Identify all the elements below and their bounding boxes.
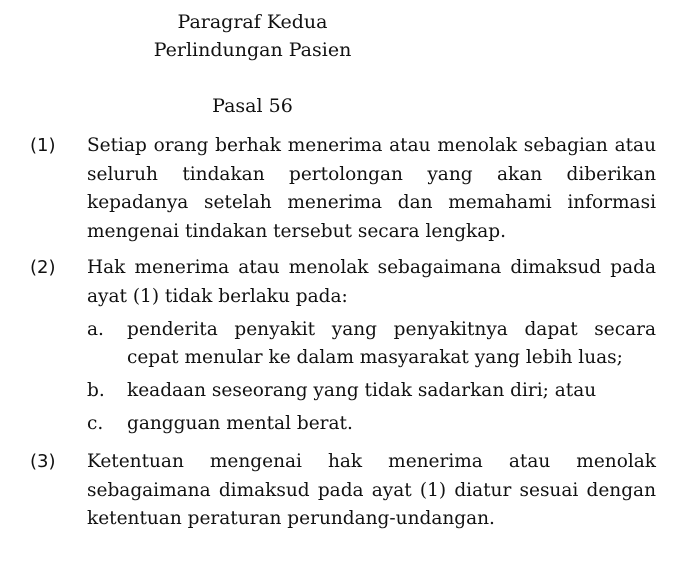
list-item-letter: c. <box>87 413 104 434</box>
list-item-text: keadaan seseorang yang tidak sadarkan diri; atau <box>127 380 597 401</box>
list-item-letter: a. <box>87 319 104 340</box>
paragraph-number: (1) <box>30 135 56 156</box>
article-heading: Pasal 56 <box>212 95 293 117</box>
list-item-letter: b. <box>87 380 105 401</box>
paragraph-text: Setiap orang berhak menerima atau menolak sebagian atau seluruh tindakan pertolongan yang akan diberikan kepadanya setelah menerima dan memahami informasi mengenai tindakan tersebut secara lengkap. <box>87 135 656 242</box>
part-subtitle: Perlindungan Pasien <box>153 39 352 61</box>
paragraph-text: Hak menerima atau menolak sebagaimana dimaksud pada ayat (1) tidak berlaku pada: <box>87 257 656 307</box>
paragraph-number: (2) <box>30 257 56 278</box>
list-item-text: penderita penyakit yang penyakitnya dapat secara cepat menular ke dalam masyarakat yang lebih luas; <box>127 319 656 368</box>
part-heading: Paragraf Kedua <box>177 11 328 33</box>
paragraph-text: Ketentuan mengenai hak menerima atau menolak sebagaimana dimaksud pada ayat (1) diatur sesuai dengan ketentuan peraturan perundang-undangan. <box>87 451 656 529</box>
paragraph-number: (3) <box>30 451 56 472</box>
list-item-text: gangguan mental berat. <box>127 413 353 434</box>
